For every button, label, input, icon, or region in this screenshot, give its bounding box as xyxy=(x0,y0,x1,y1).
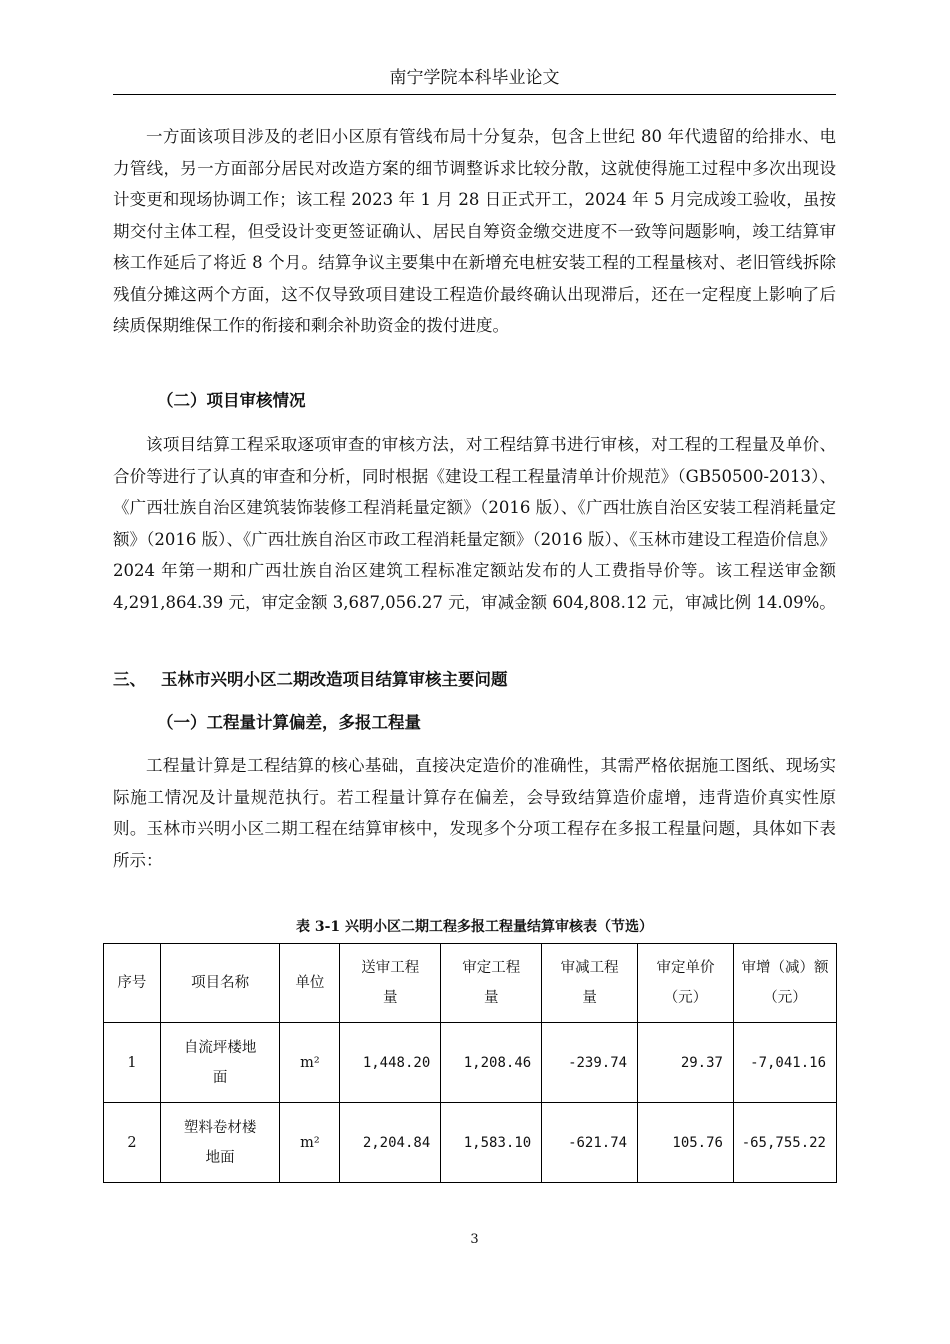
header-unit: 单位 xyxy=(280,944,340,1023)
table-caption: 表 3-1 兴明小区二期工程多报工程量结算审核表（节选） xyxy=(295,919,654,935)
chapter-heading-3 xyxy=(113,668,508,692)
cell-submitted: 2,204.84 xyxy=(340,1103,441,1183)
cell-price: 29.37 xyxy=(638,1023,734,1103)
header-reduced: 审减工程 量 xyxy=(542,944,638,1023)
chapter-number: 三、 xyxy=(113,670,146,689)
paragraph-2: 该项目结算工程采取逐项审查的审核方法，对工程结算书进行审核，对工程的工程量及单价、合价等进行了认真的审查和分析，同时根据《建设工程工程量清单计价规范》（GB50500-2013）、《广西壮族自治区建筑装饰装修工程消耗量定额》（2016 版）、《广西壮族自治区安装工程消耗量定额》（2016 版）、《广西壮族自治区市政工程消耗量定额》（2016 版）、《玉林市建设工程造价信息》2024 年第一期和广西壮族自治区建筑工程标准定额站发布的人工费指导价等。该工程送审金额 4,291,864.39 元，审定金额 3,687,056.27 元，审减金额 604,808.12 元，审减比例 14.09%。 xyxy=(113,435,836,612)
paragraph-1: 一方面该项目涉及的老旧小区原有管线布局十分复杂，包含上世纪 80 年代遗留的给排水、电力管线，另一方面部分居民对改造方案的细节调整诉求比较分散，这就使得施工过程中多次出现设计变更和现场协调工作；该工程 2023 年 1 月 28 日正式开工，2024 年 5 月完成竣工验收，虽按期交付主体工程，但受设计变更签证确认、居民自筹资金缴交进度不一致等问题影响，竣工结算审核工作延后了将近 8 个月。结算争议主要集中在新增充电桩安装工程的工程量核对、老旧管线拆除残值分摊这两个方面，这不仅导致项目建设工程造价最终确认出现滞后，还在一定程度上影响了后续质保期维保工作的衔接和剩余补助资金的拨付进度。 xyxy=(113,127,836,335)
header-seq: 序号 xyxy=(104,944,161,1023)
cell-reduced: -239.74 xyxy=(542,1023,638,1103)
header-rule xyxy=(113,94,836,95)
chapter-title: 玉林市兴明小区二期改造项目结算审核主要问题 xyxy=(161,670,508,689)
cell-unit: m² xyxy=(280,1103,340,1183)
cell-diff: -65,755.22 xyxy=(733,1103,836,1183)
cell-diff: -7,041.16 xyxy=(733,1023,836,1103)
cell-seq: 2 xyxy=(104,1103,161,1183)
header-price: 审定单价 （元） xyxy=(638,944,734,1023)
section-heading-review: （二）项目审核情况 xyxy=(157,391,306,410)
cell-submitted: 1,448.20 xyxy=(340,1023,441,1103)
header-submitted: 送审工程 量 xyxy=(340,944,441,1023)
table-row xyxy=(104,1023,837,1103)
table-header-row xyxy=(104,944,837,1023)
section-heading-quantity: （一）工程量计算偏差，多报工程量 xyxy=(157,713,421,732)
table-row xyxy=(104,1103,837,1183)
cell-name: 自流坪楼地 面 xyxy=(160,1023,280,1103)
cell-reduced: -621.74 xyxy=(542,1103,638,1183)
audit-table xyxy=(103,943,837,1183)
cell-price: 105.76 xyxy=(638,1103,734,1183)
header-diff: 审增（减）额 （元） xyxy=(733,944,836,1023)
cell-name: 塑料卷材楼 地面 xyxy=(160,1103,280,1183)
paragraph-3: 工程量计算是工程结算的核心基础，直接决定造价的准确性，其需严格依据施工图纸、现场实际施工情况及计量规范执行。若工程量计算存在偏差，会导致结算造价虚增，违背造价真实性原则。玉林市兴明小区二期工程在结算审核中，发现多个分项工程存在多报工程量问题，具体如下表所示： xyxy=(113,756,836,870)
header-approved: 审定工程 量 xyxy=(441,944,542,1023)
header-name: 项目名称 xyxy=(160,944,280,1023)
cell-seq: 1 xyxy=(104,1023,161,1103)
page-number: 3 xyxy=(470,1232,479,1247)
cell-approved: 1,208.46 xyxy=(441,1023,542,1103)
cell-approved: 1,583.10 xyxy=(441,1103,542,1183)
running-header: 南宁学院本科毕业论文 xyxy=(389,68,560,88)
cell-unit: m² xyxy=(280,1023,340,1103)
